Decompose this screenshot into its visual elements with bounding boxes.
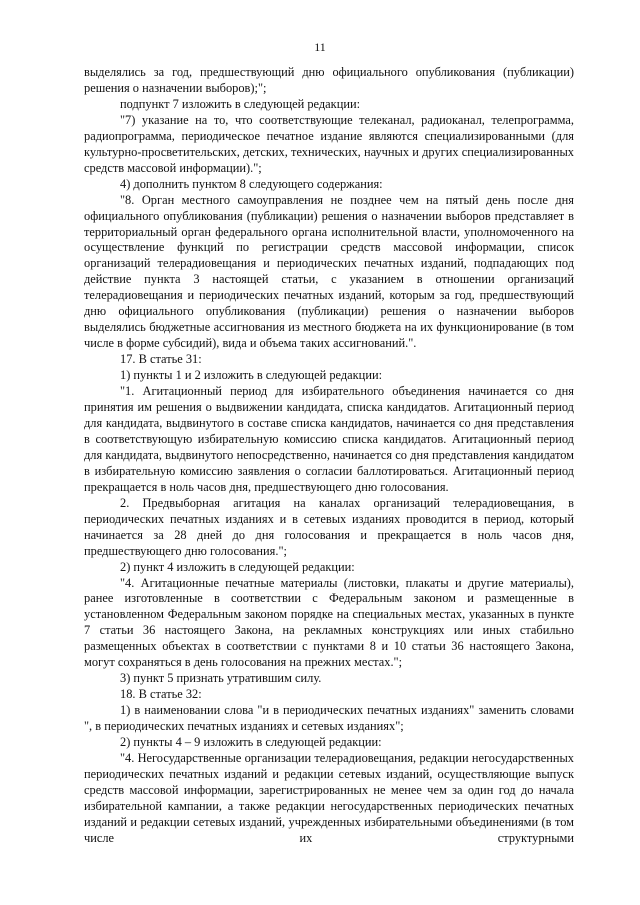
paragraph: 17. В статье 31:	[120, 352, 202, 367]
paragraph: "8. Орган местного самоуправления не позднее чем на пятый день после дня официального опубликования (публикации) решения о назначении выборов представляет в территориальный орган федерального органа исполнительной власти, уполномоченного на осуществление функций по регистрации средств массовой информации, список организаций телерадиовещания и периодических печатных изданий, подпадающих под действие пункта 3 настоящей статьи, с указанием в отношении организаций телерадиовещания и периодических печатных изданий, которым за год, предшествующий дню официального опубликования (публикации) решения о назначении выборов выделялись бюджетные ассигнования из местного бюджета на их функционирование (в том числе в форме субсидий), вида и объема таких ассигнований.".	[84, 192, 574, 351]
paragraph: 1) в наименовании слова "и в периодических печатных изданиях" заменить словами ", в периодических печатных изданиях и сетевых изданиях";	[84, 703, 574, 734]
paragraph: "1. Агитационный период для избирательного объединения начинается со дня принятия им решения о выдвижении кандидата, списка кандидатов. Агитационный период для кандидата, выдвинутого в составе списка кандидатов, начинается со дня представления в соответствующую избирательную комиссию списка кандидатов. Агитационный период для кандидата, выдвинутого непосредственно, начинается со дня представления кандидатом в избирательную комиссию заявления о согласии баллотироваться. Агитационный период прекращается в ноль часов дня, предшествующего дню голосования.	[84, 384, 574, 494]
paragraph: 3) пункт 5 признать утратившим силу.	[120, 671, 322, 686]
page-number: 11	[314, 40, 326, 54]
paragraph: "7) указание на то, что соответствующие телеканал, радиоканал, телепрограмма, радиопрограмма, периодическое печатное издание являются специализированными (для культурно-просветительских, детских, технических, научных и других специализированных средств массовой информации).";	[84, 112, 574, 175]
paragraph: 4) дополнить пунктом 8 следующего содержания:	[120, 176, 383, 191]
paragraph: 18. В статье 32:	[120, 687, 202, 702]
paragraph: 1) пункты 1 и 2 изложить в следующей редакции:	[120, 368, 383, 383]
paragraph: 2) пункты 4 – 9 изложить в следующей редакции:	[120, 735, 382, 750]
paragraph: подпункт 7 изложить в следующей редакции:	[120, 96, 361, 111]
paragraph: выделялись за год, предшествующий дню официального опубликования (публикации) решения о назначении выборов);";	[84, 65, 574, 95]
paragraph: 2) пункт 4 изложить в следующей редакции:	[120, 559, 355, 574]
paragraph: 2. Предвыборная агитация на каналах организаций телерадиовещания, в периодических печатных изданиях и в сетевых изданиях проводится в период, который начинается за 28 дней до дня голосования и прекращается в ноль часов дня, предшествующего дню голосования.";	[84, 495, 574, 558]
paragraph: "4. Негосударственные организации телерадиовещания, редакции негосударственных периодических печатных изданий и редакции сетевых изданий, осуществляющие выпуск средств массовой информации, зарегистрированных не менее чем за один год до начала избирательной кампании, а также редакции негосударственных периодических печатных изданий и редакции сетевых изданий, учрежденных избирательными объединениями (в том числе их структурными	[84, 750, 574, 845]
paragraph: "4. Агитационные печатные материалы (листовки, плакаты и другие материалы), ранее изготовленные в соответствии с Федеральным законом и размещенные в установленном Федеральным законом порядке на специальных местах, указанных в пункте 7 статьи 36 настоящего Закона, на рекламных конструкциях или иных стабильно размещенных объектах в соответствии с пунктами 8 и 10 статьи 36 настоящего Закона, могут сохраняться в день голосования на прежних местах.";	[84, 575, 574, 670]
document-body	[84, 65, 574, 847]
